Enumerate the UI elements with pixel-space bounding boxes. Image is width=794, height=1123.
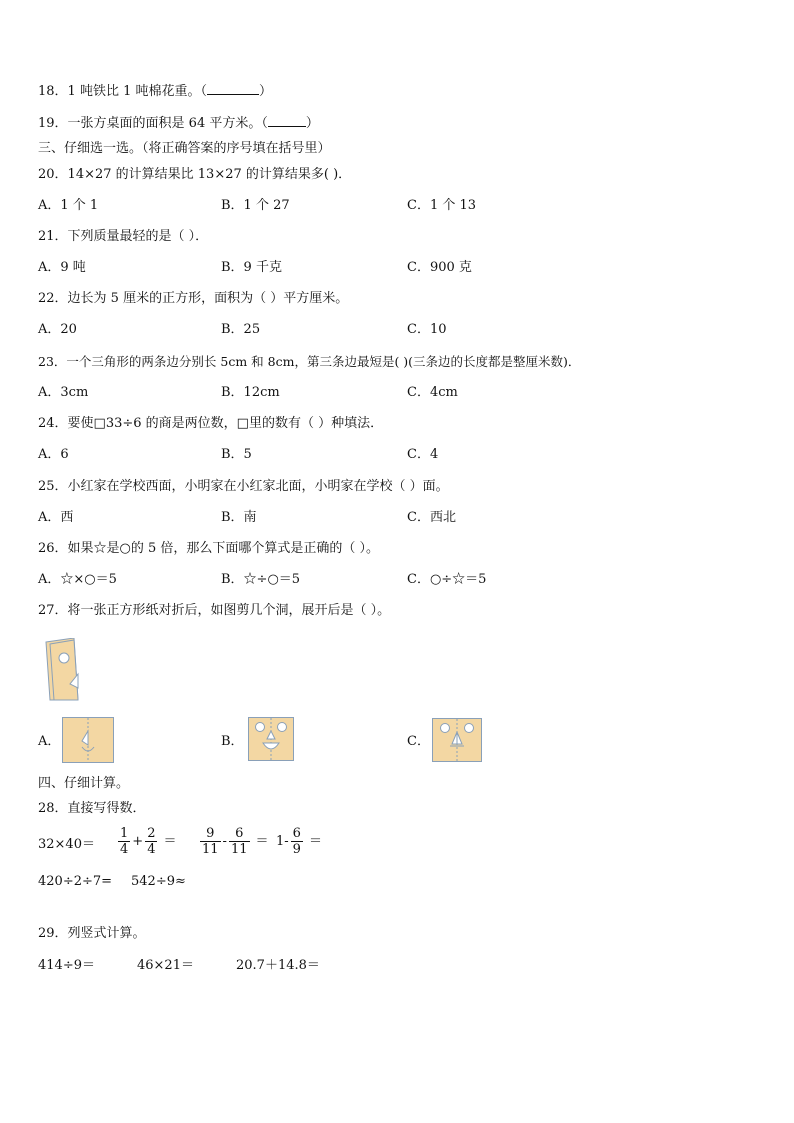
- option-b[interactable]: B．☆÷○＝5: [221, 572, 301, 587]
- option-a[interactable]: A．1 个 1: [38, 198, 99, 213]
- option-b[interactable]: B．9 千克: [221, 260, 282, 275]
- option-c[interactable]: C．1 个 13: [407, 198, 477, 213]
- option-c[interactable]: C．4cm: [407, 385, 458, 400]
- fraction: $\frac{1}{4}$: [120, 826, 129, 857]
- expression-46x21: 46×21＝: [137, 958, 194, 973]
- question-20-stem: 20．14×27 的计算结果比 13×27 的计算结果多( )．: [38, 167, 352, 182]
- answer-blank[interactable]: [268, 114, 306, 127]
- option-b[interactable]: B．25: [221, 322, 261, 337]
- fraction-expression-1: [116, 826, 176, 857]
- expression-32x40: 32×40＝: [38, 837, 95, 852]
- expression-20-7: 20.7＋14.8＝: [236, 958, 320, 973]
- option-b[interactable]: B．5: [221, 447, 252, 462]
- fraction-expression-2: [198, 826, 269, 857]
- question-25-stem: 25．小红家在学校西面，小明家在小红家北面，小明家在学校（ ）面。: [38, 479, 449, 494]
- answer-blank[interactable]: [207, 82, 259, 95]
- option-b[interactable]: B．南: [221, 510, 257, 525]
- option-a[interactable]: A．: [38, 734, 61, 749]
- question-19-text: 19．一张方桌面的面积是 64 平方米。（: [38, 116, 268, 131]
- expression-420: 420÷2÷7=: [38, 874, 113, 889]
- question-19: [38, 114, 319, 133]
- fraction: $\frac{6}{9}$: [292, 826, 301, 857]
- question-27-stem: 27．将一张正方形纸对折后，如图剪几个洞，展开后是（ ）。: [38, 603, 391, 618]
- fraction-expression-3: [276, 826, 322, 857]
- option-c[interactable]: C．4: [407, 447, 439, 462]
- option-c[interactable]: C．10: [407, 322, 447, 337]
- operator: -: [222, 833, 227, 849]
- expression-414: 414÷9＝: [38, 958, 95, 973]
- prefix: 1-: [276, 833, 289, 849]
- expression-542: 542÷9≈: [131, 874, 186, 889]
- question-21-stem: 21．下列质量最轻的是（ ）．: [38, 229, 209, 244]
- question-29-stem: 29．列竖式计算。: [38, 926, 146, 941]
- question-22-stem: 22．边长为 5 厘米的正方形，面积为（ ）平方厘米。: [38, 291, 349, 306]
- option-b[interactable]: B．1 个 27: [221, 198, 290, 213]
- option-c-figure[interactable]: [432, 718, 482, 762]
- question-18-text: 18．1 吨铁比 1 吨棉花重。（: [38, 84, 207, 99]
- option-a[interactable]: A．6: [38, 447, 69, 462]
- equals: ＝: [163, 833, 177, 849]
- option-a[interactable]: A．9 吨: [38, 260, 86, 275]
- option-a[interactable]: A．西: [38, 510, 74, 525]
- question-23-stem: 23．一个三角形的两条边分别长 5cm 和 8cm，第三条边最短是( )(三条边的长度都是整厘米数)．: [38, 354, 581, 369]
- equals: ＝: [255, 833, 269, 849]
- question-19-close: ）: [305, 116, 319, 131]
- operator: +: [132, 833, 144, 849]
- option-a-figure[interactable]: [62, 717, 114, 763]
- option-a[interactable]: A．3cm: [38, 385, 89, 400]
- section-3-heading: 三、仔细选一选。（将正确答案的序号填在括号里）: [38, 141, 331, 156]
- option-c[interactable]: C．西北: [407, 510, 456, 525]
- option-c[interactable]: C．: [407, 734, 430, 749]
- folded-paper-figure: [44, 638, 84, 702]
- question-28-stem: 28．直接写得数．: [38, 801, 146, 816]
- option-c[interactable]: C．○÷☆＝5: [407, 572, 487, 587]
- option-a[interactable]: A．☆×○＝5: [38, 572, 117, 587]
- equals: ＝: [308, 833, 322, 849]
- question-26-stem: 26．如果☆是○的 5 倍，那么下面哪个算式是正确的（ ）。: [38, 541, 380, 556]
- section-4-heading: 四、仔细计算。: [38, 776, 130, 791]
- fraction: $\frac{2}{4}$: [147, 826, 156, 857]
- fraction: $\frac{9}{11}$: [202, 826, 219, 857]
- fraction: $\frac{6}{11}$: [230, 826, 248, 857]
- option-b-figure[interactable]: [248, 717, 294, 761]
- option-b[interactable]: B．12cm: [221, 385, 280, 400]
- option-c[interactable]: C．900 克: [407, 260, 472, 275]
- option-b[interactable]: B．: [221, 734, 244, 749]
- question-18: [38, 82, 272, 101]
- question-18-close: ）: [258, 84, 272, 99]
- option-a[interactable]: A．20: [38, 322, 77, 337]
- question-24-stem: 24．要使□33÷6 的商是两位数，□里的数有（ ）种填法．: [38, 416, 384, 431]
